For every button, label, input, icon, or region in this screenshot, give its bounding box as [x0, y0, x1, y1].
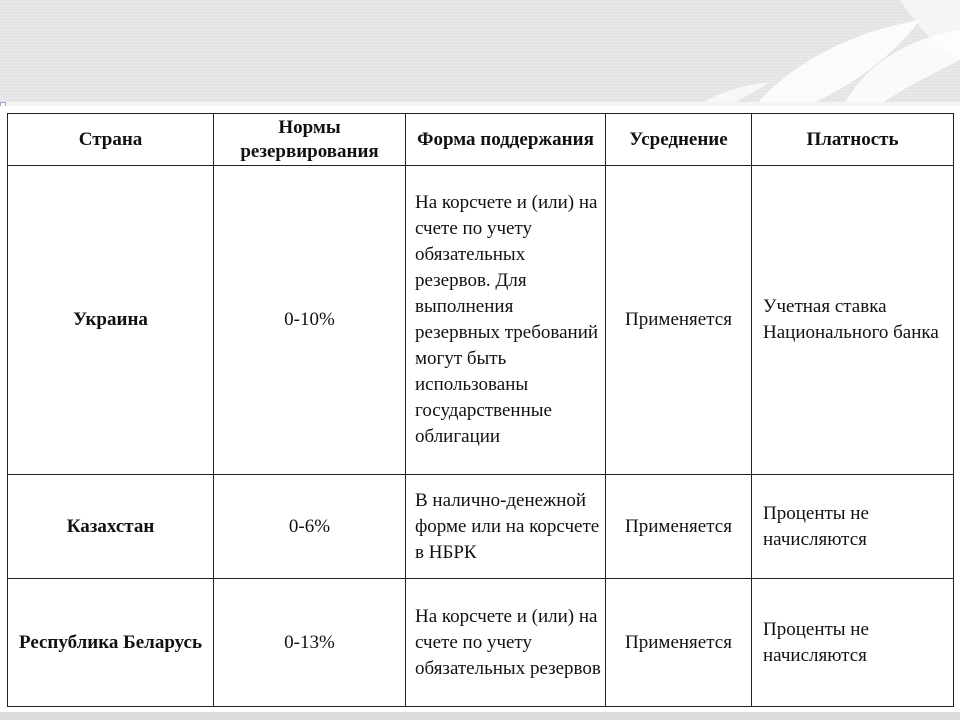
slide-bottom-band: [0, 712, 960, 720]
table-header-row: [8, 114, 954, 166]
cell-payment: Проценты не начисляются: [752, 475, 954, 579]
cell-country: Казахстан: [8, 475, 214, 579]
table-row: [8, 475, 954, 579]
cell-averaging: Применяется: [606, 579, 752, 707]
reserve-requirements-table: [7, 113, 954, 707]
cell-rate: 0-10%: [214, 166, 406, 475]
cell-country: Республика Беларусь: [8, 579, 214, 707]
header-payment: Платность: [752, 114, 954, 166]
cell-payment: Учетная ставка Национального банка: [752, 166, 954, 475]
cell-form: На корсчете и (или) на счете по учету обязательных резервов. Для выполнения резервных требований могут быть использованы государственные облигации: [406, 166, 606, 475]
header-reserve-rate: Нормы резервирования: [214, 114, 406, 166]
table-row: [8, 579, 954, 707]
cell-averaging: Применяется: [606, 166, 752, 475]
cell-rate: 0-13%: [214, 579, 406, 707]
cell-rate: 0-6%: [214, 475, 406, 579]
header-country: Страна: [8, 114, 214, 166]
header-form: Форма поддержания: [406, 114, 606, 166]
cell-country: Украина: [8, 166, 214, 475]
table-row: [8, 166, 954, 475]
cell-form: На корсчете и (или) на счете по учету обязательных резервов: [406, 579, 606, 707]
cell-payment: Проценты не начисляются: [752, 579, 954, 707]
leaf-decoration-icon: [540, 0, 960, 112]
table-container: [0, 106, 960, 712]
cell-averaging: Применяется: [606, 475, 752, 579]
header-averaging: Усреднение: [606, 114, 752, 166]
cell-form: В наличнo-денежной форме или на корсчете в НБРК: [406, 475, 606, 579]
